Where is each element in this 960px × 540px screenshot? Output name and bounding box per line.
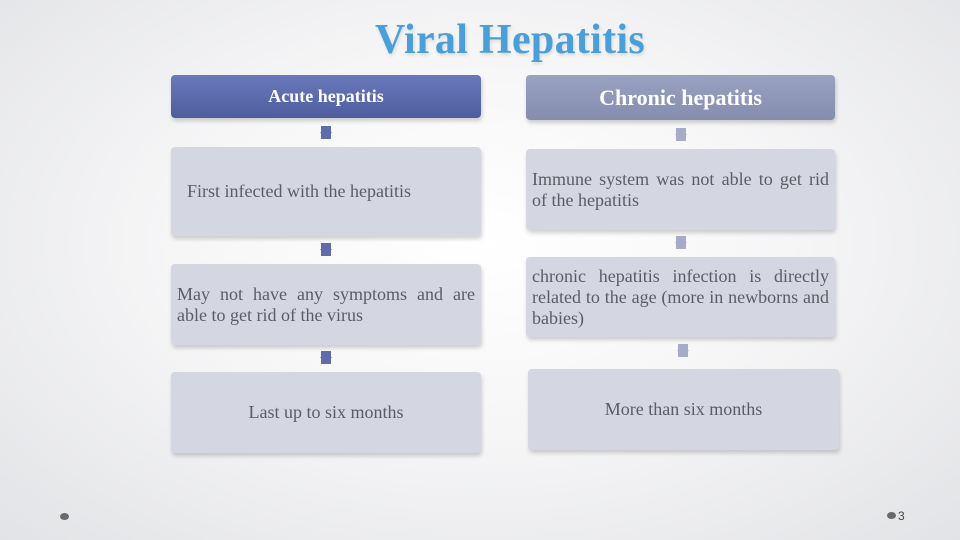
chronic-header bbox=[526, 75, 835, 120]
chronic-step-2 bbox=[526, 257, 835, 337]
page-number: 3 bbox=[898, 509, 905, 523]
acute-step-3 bbox=[171, 372, 481, 453]
acute-step-1 bbox=[171, 147, 481, 236]
footer-dot-right bbox=[887, 512, 896, 519]
slide-title: Viral Hepatitis bbox=[374, 17, 646, 63]
acute-header-label: Acute hepatitis bbox=[268, 86, 384, 106]
arrow-down-icon bbox=[321, 243, 331, 256]
footer-dot-left bbox=[60, 513, 69, 520]
arrow-down-icon bbox=[321, 126, 331, 139]
arrow-down-icon bbox=[678, 344, 688, 357]
acute-step-2 bbox=[171, 264, 481, 345]
arrow-down-icon bbox=[321, 351, 331, 364]
chronic-step-2-text: chronic hepatitis infection is directly related to the age (more in newborns and babies) bbox=[532, 265, 829, 328]
acute-step-2-text: May not have any symptoms and are able to get rid of the virus bbox=[177, 283, 475, 325]
chronic-step-1 bbox=[526, 149, 835, 230]
acute-step-1-text: First infected with the hepatitis bbox=[187, 181, 411, 201]
chronic-step-3 bbox=[528, 369, 839, 450]
chronic-step-3-text: More than six months bbox=[604, 399, 763, 419]
arrow-down-icon bbox=[676, 236, 686, 249]
chronic-step-1-text: Immune system was not able to get rid of the hepatitis bbox=[532, 168, 829, 210]
acute-header bbox=[171, 75, 481, 118]
arrow-down-icon bbox=[676, 128, 686, 141]
acute-step-3-text: Last up to six months bbox=[248, 402, 404, 422]
chronic-header-label: Chronic hepatitis bbox=[599, 84, 762, 110]
